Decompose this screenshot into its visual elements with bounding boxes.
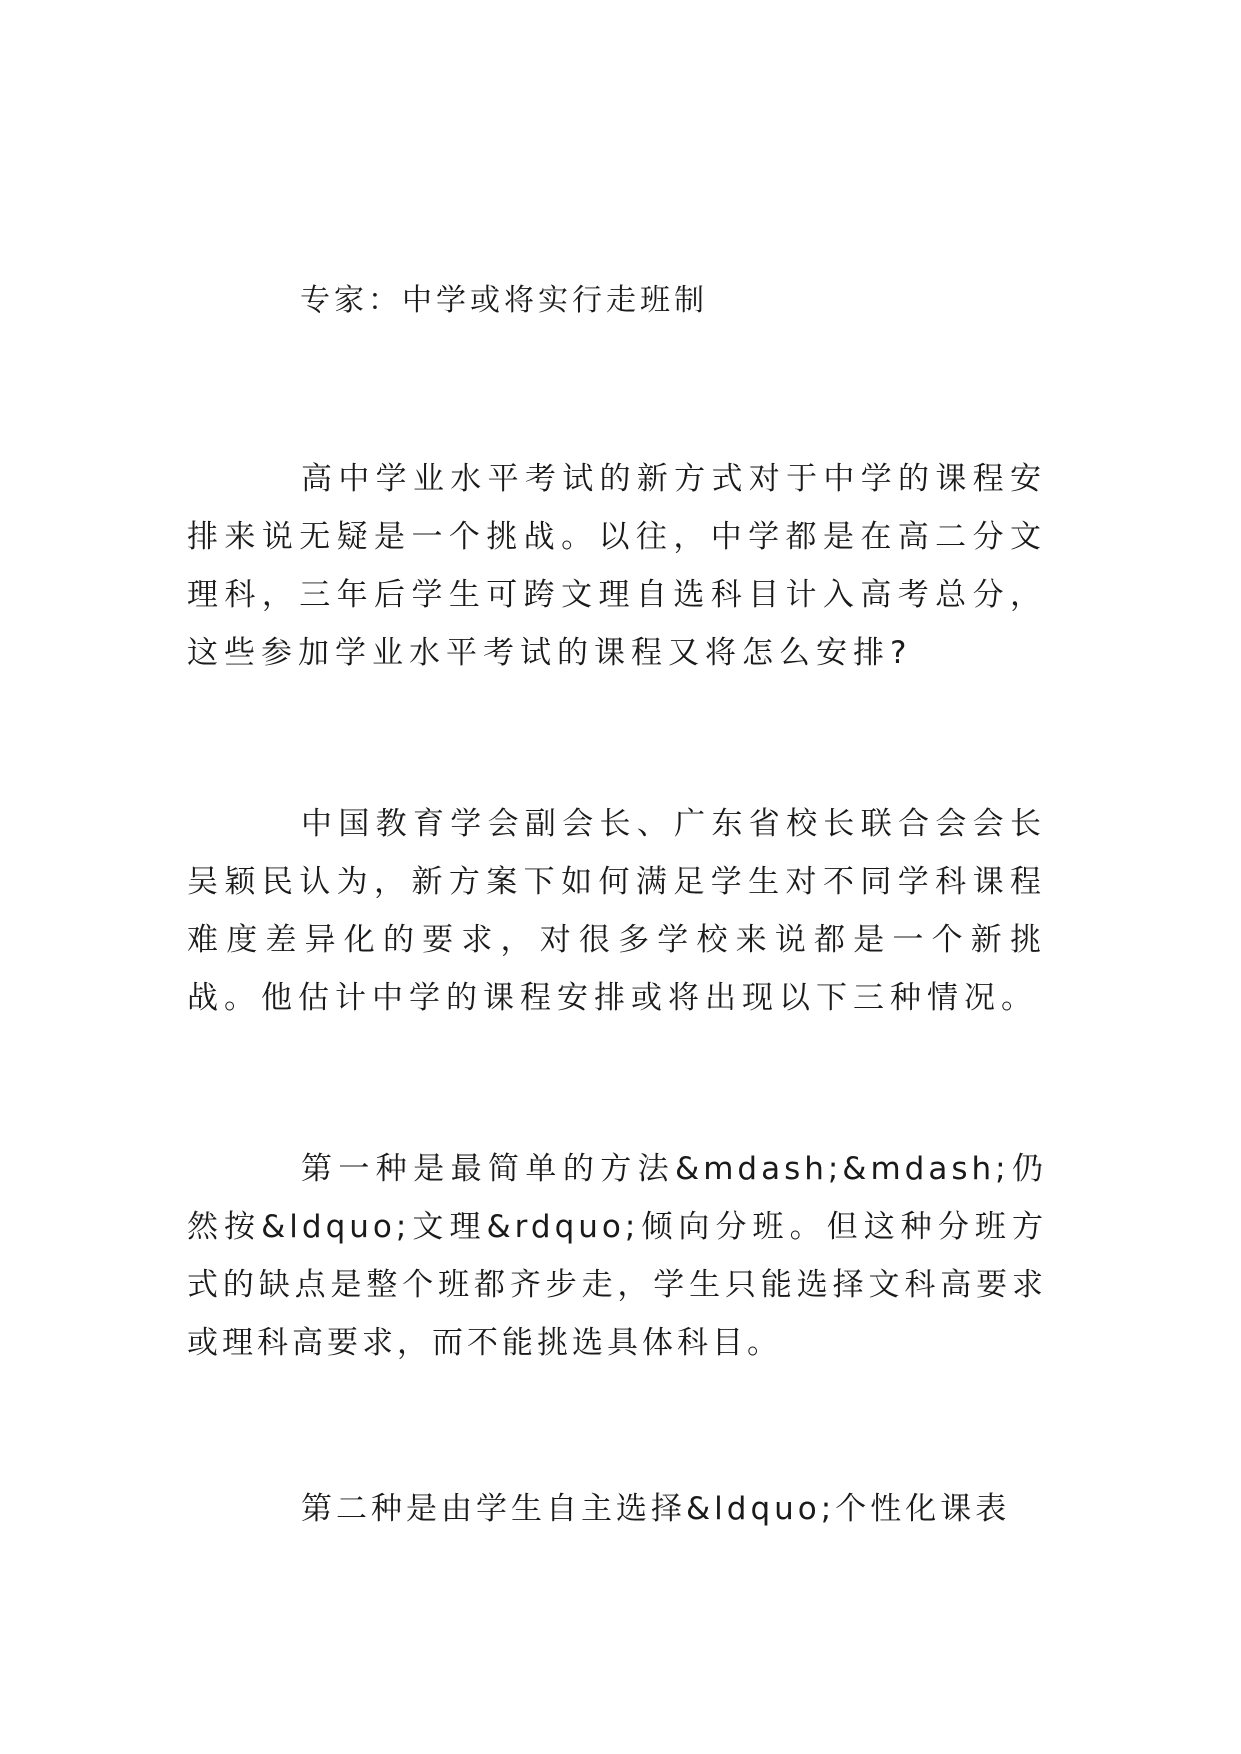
paragraph-1: 高中学业水平考试的新方式对于中学的课程安排来说无疑是一个挑战。以往，中学都是在高二分文理科，三年后学生可跨文理自选科目计入高考总分，这些参加学业水平考试的课程又将怎么安排? bbox=[187, 461, 1047, 671]
article-title: 专家：中学或将实行走班制 bbox=[300, 283, 708, 318]
paragraph-3: 第一种是最简单的方法&mdash;&mdash;仍然按&ldquo;文理&rdquo;倾向分班。但这种分班方式的缺点是整个班都齐步走，学生只能选择文科高要求或理科高要求，而不能挑选具体科目。 bbox=[187, 1151, 1047, 1361]
paragraph-2: 中国教育学会副会长、广东省校长联合会会长吴颖民认为，新方案下如何满足学生对不同学科课程难度差异化的要求，对很多学校来说都是一个新挑战。他估计中学的课程安排或将出现以下三种情况。 bbox=[187, 806, 1047, 1016]
paragraph-4: 第二种是由学生自主选择&ldquo;个性化课表 bbox=[301, 1491, 1011, 1527]
